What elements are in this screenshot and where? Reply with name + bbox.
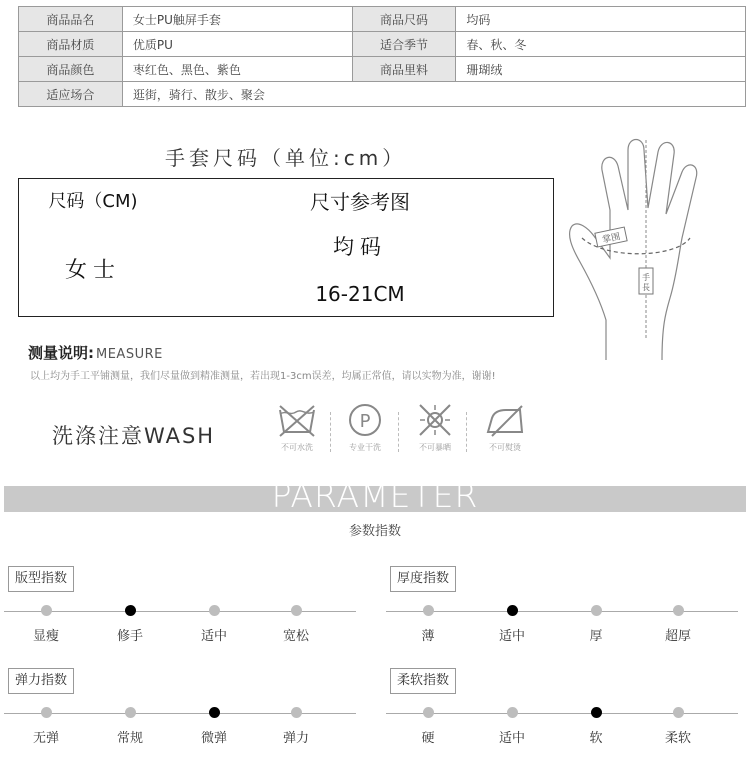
parameter-group [386,668,738,748]
wash-item [330,402,400,454]
parameter-group-label: 柔软指数 [390,668,456,694]
scale-dot [209,605,220,616]
size-header: 尺码（CM) [48,191,138,212]
wash-label: 不可暴晒 [419,443,451,452]
scale-line [386,713,738,714]
spec-key: 商品材质 [19,32,123,57]
scale-dot [291,707,302,718]
spec-key: 适合季节 [352,32,456,57]
table-row [19,82,746,107]
scale-option-label: 硬 [421,731,435,746]
size-name-cell: 均码 [333,235,387,259]
spec-value: 春、秋、冬 [456,32,746,57]
divider [466,412,467,452]
gender-cell: 女士 [64,258,121,283]
scale-dot-selected [125,605,136,616]
wash-item [400,402,470,454]
length-label-top: 手 [642,273,650,282]
scale-option-label: 薄 [421,629,435,644]
scale-dot-selected [507,605,518,616]
scale-dot [673,707,684,718]
scale-dot [41,605,52,616]
scale-dot [291,605,302,616]
length-label-bottom: 長 [642,283,650,292]
palm-label: 掌围 [601,232,622,246]
wash-item [470,402,540,454]
parameter-group [386,566,738,646]
parameter-group [4,668,356,748]
spec-table [18,6,746,107]
scale-dot [423,605,434,616]
scale-dot [125,707,136,718]
scale-dot [591,605,602,616]
measure-title-en: MEASURE [96,347,163,362]
scale-option-label: 柔软 [664,731,691,746]
wash-label: 不可熨烫 [489,443,521,452]
parameter-group-label: 弹力指数 [8,668,74,694]
spec-key: 商品颜色 [19,57,123,82]
scale-dot [423,707,434,718]
scale-dot [673,605,684,616]
scale-option-label: 微弹 [200,731,227,746]
no-iron-icon [484,402,526,438]
table-row [19,7,746,32]
scale-option-label: 厚 [589,629,603,644]
spec-value: 珊瑚绒 [456,57,746,82]
wash-item [262,402,332,454]
measure-note: 以上均为手工平铺测量，我们尽量做到精准测量，若出现1-3cm误差，均属正常值，请以实物为准，谢谢! [30,371,496,382]
professional-dry-clean-icon [344,402,386,438]
wash-title: 洗涤注意WASH [52,424,216,448]
svg-text:P: P [359,411,371,432]
parameter-group [4,566,356,646]
scale-option-label: 修手 [116,629,143,644]
scale-option-label: 常规 [116,731,143,746]
scale-option-label: 软 [589,731,603,746]
parameter-subtitle: 参数指数 [348,524,401,539]
parameter-group-label: 版型指数 [8,566,74,592]
scale-option-label: 显瘦 [32,629,59,644]
spec-value: 优质PU [122,32,352,57]
measure-title: 测量说明: [28,344,94,362]
measure-heading [28,342,163,363]
size-range-cell: 16-21CM [315,281,405,306]
scale-line [4,611,356,612]
scale-option-label: 无弹 [32,731,59,746]
scale-dot [507,707,518,718]
scale-line [4,713,356,714]
parameter-group-label: 厚度指数 [390,566,456,592]
table-row [19,57,746,82]
scale-option-label: 弹力 [282,731,309,746]
size-ref-header: 尺寸参考图 [310,189,410,214]
spec-key: 适应场合 [19,82,123,107]
scale-dot-selected [591,707,602,718]
spec-key: 商品里料 [352,57,456,82]
scale-option-label: 适中 [200,629,227,644]
divider [398,412,399,452]
scale-dot [41,707,52,718]
size-chart-title: 手套尺码（单位:cm） [165,146,407,170]
spec-value: 均码 [456,7,746,32]
parameter-title: PARAMETER [271,476,479,515]
table-row [19,32,746,57]
scale-option-label: 宽松 [282,629,309,644]
spec-key: 商品尺码 [352,7,456,32]
spec-value: 枣红色、黑色、紫色 [122,57,352,82]
spec-value: 女士PU触屏手套 [122,7,352,32]
scale-option-label: 适中 [498,629,525,644]
scale-option-label: 适中 [498,731,525,746]
scale-option-label: 超厚 [664,629,691,644]
size-table [18,178,554,317]
spec-key: 商品品名 [19,7,123,32]
wash-label: 专业干洗 [349,443,381,452]
spec-value: 逛街，骑行、散步、聚会 [122,82,745,107]
no-sun-dry-icon [414,402,456,438]
hand-diagram [566,130,750,370]
scale-dot-selected [209,707,220,718]
wash-label: 不可水洗 [281,443,313,452]
no-water-wash-icon [276,402,318,438]
scale-line [386,611,738,612]
